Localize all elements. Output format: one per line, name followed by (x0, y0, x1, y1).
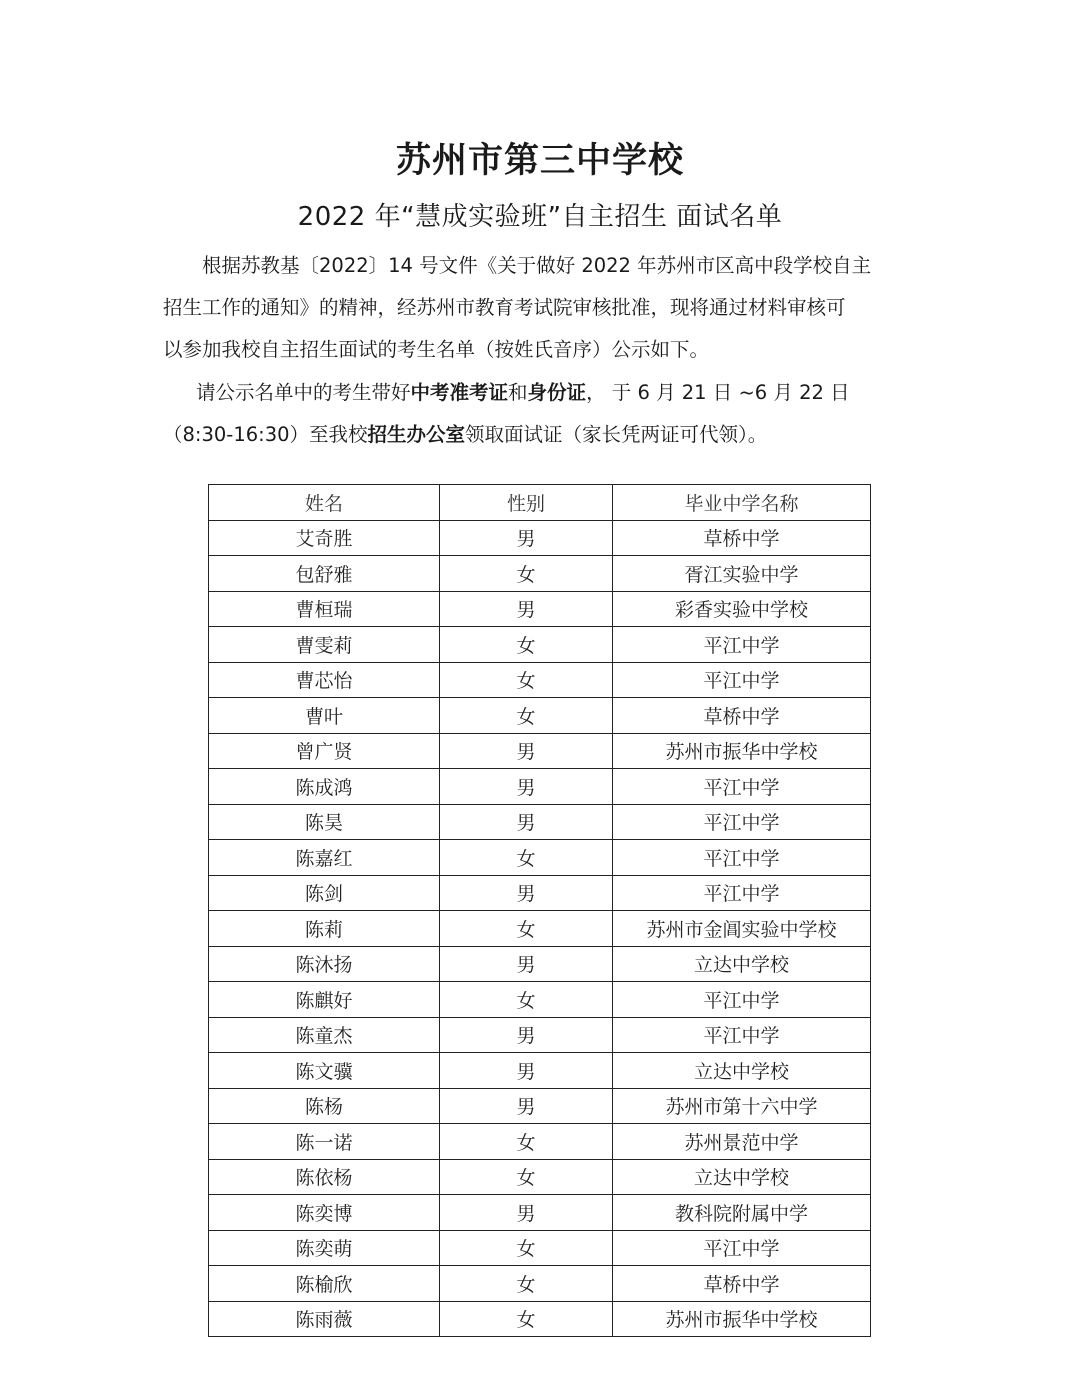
table-row (209, 1017, 871, 1053)
table-row (209, 875, 871, 911)
school-cell: 平江中学 (613, 769, 871, 805)
school-cell: 苏州市振华中学校 (613, 1301, 871, 1337)
table-row (209, 1301, 871, 1337)
instruction-line-2 (163, 414, 923, 456)
student-name-cell: 陈雨薇 (209, 1301, 440, 1337)
student-name-cell: 曾广贤 (209, 733, 440, 769)
student-name-cell: 陈剑 (209, 875, 440, 911)
table-row (209, 556, 871, 592)
exam-ticket-highlight: 中考准考证 (410, 381, 509, 404)
gender-cell: 男 (440, 769, 613, 805)
table-row (209, 946, 871, 982)
table-row (209, 769, 871, 805)
gender-cell: 男 (440, 591, 613, 627)
school-cell: 苏州景范中学 (613, 1124, 871, 1160)
gender-cell: 女 (440, 1230, 613, 1266)
table-body (209, 520, 871, 1337)
intro-line-1: 根据苏教基〔2022〕14 号文件《关于做好 2022 年苏州市区高中段学校自主 (202, 254, 872, 277)
gender-cell: 女 (440, 698, 613, 734)
student-name-cell: 陈文骥 (209, 1053, 440, 1089)
table-row (209, 840, 871, 876)
school-cell: 立达中学校 (613, 1053, 871, 1089)
school-cell: 彩香实验中学校 (613, 591, 871, 627)
student-name-cell: 陈成鸿 (209, 769, 440, 805)
instruction-date-text: ， 于 6 月 21 日 ~6 月 22 日 (586, 381, 850, 404)
school-cell: 草桥中学 (613, 1266, 871, 1302)
student-name-cell: 陈榆欣 (209, 1266, 440, 1302)
student-name-cell: 陈杨 (209, 1088, 440, 1124)
document-subtitle: 2022 年“慧成实验班”自主招生 面试名单 (297, 202, 783, 232)
gender-cell: 女 (440, 1301, 613, 1337)
gender-cell: 男 (440, 733, 613, 769)
school-cell: 平江中学 (613, 662, 871, 698)
id-card-highlight: 身份证 (527, 381, 587, 404)
gender-cell: 男 (440, 804, 613, 840)
table-row (209, 520, 871, 556)
student-name-cell: 陈莉 (209, 911, 440, 947)
gender-cell: 女 (440, 840, 613, 876)
table-row (209, 804, 871, 840)
gender-cell: 男 (440, 1053, 613, 1089)
student-name-cell: 陈一诺 (209, 1124, 440, 1160)
school-cell: 平江中学 (613, 875, 871, 911)
school-cell: 平江中学 (613, 982, 871, 1018)
school-cell: 平江中学 (613, 1230, 871, 1266)
intro-paragraph (163, 245, 923, 371)
gender-cell: 女 (440, 1124, 613, 1160)
instruction-paragraph (163, 372, 923, 456)
school-cell: 平江中学 (613, 804, 871, 840)
table-row (209, 1195, 871, 1231)
student-name-cell: 曹雯莉 (209, 627, 440, 663)
table-row (209, 1124, 871, 1160)
header-gender: 性别 (440, 485, 613, 521)
header-name: 姓名 (209, 485, 440, 521)
gender-cell: 男 (440, 1195, 613, 1231)
gender-cell: 男 (440, 1088, 613, 1124)
table-row (209, 591, 871, 627)
school-cell: 苏州市金阊实验中学校 (613, 911, 871, 947)
document-title: 苏州市第三中学校 (395, 141, 684, 181)
instruction-line-1 (163, 372, 923, 414)
gender-cell: 男 (440, 946, 613, 982)
gender-cell: 男 (440, 520, 613, 556)
student-name-cell: 陈沐扬 (209, 946, 440, 982)
table-row (209, 1266, 871, 1302)
student-name-cell: 陈嘉红 (209, 840, 440, 876)
school-cell: 草桥中学 (613, 698, 871, 734)
table-row (209, 982, 871, 1018)
school-cell: 平江中学 (613, 840, 871, 876)
instruction-text: 请公示名单中的考生带好 (196, 381, 411, 404)
gender-cell: 男 (440, 875, 613, 911)
student-name-cell: 陈奕萌 (209, 1230, 440, 1266)
student-name-cell: 陈童杰 (209, 1017, 440, 1053)
school-cell: 平江中学 (613, 627, 871, 663)
school-cell: 苏州市振华中学校 (613, 733, 871, 769)
school-cell: 胥江实验中学 (613, 556, 871, 592)
school-cell: 立达中学校 (613, 946, 871, 982)
interview-list-table (208, 484, 871, 1337)
instruction-text: 和 (508, 381, 528, 404)
student-name-cell: 陈昊 (209, 804, 440, 840)
table-header-row (209, 485, 871, 521)
gender-cell: 女 (440, 982, 613, 1018)
school-cell: 立达中学校 (613, 1159, 871, 1195)
instruction-text: 领取面试证（家长凭两证可代领）。 (465, 423, 768, 446)
school-cell: 草桥中学 (613, 520, 871, 556)
table-row (209, 698, 871, 734)
student-name-cell: 曹叶 (209, 698, 440, 734)
student-name-cell: 曹桓瑞 (209, 591, 440, 627)
header-school: 毕业中学名称 (613, 485, 871, 521)
intro-line-2: 招生工作的通知》的精神，经苏州市教育考试院审核批准，现将通过材料审核可 (163, 296, 846, 319)
student-name-cell: 曹芯怡 (209, 662, 440, 698)
table-row (209, 1053, 871, 1089)
table-row (209, 662, 871, 698)
school-cell: 苏州市第十六中学 (613, 1088, 871, 1124)
table-row (209, 911, 871, 947)
gender-cell: 女 (440, 556, 613, 592)
student-name-cell: 陈奕博 (209, 1195, 440, 1231)
student-name-cell: 陈依杨 (209, 1159, 440, 1195)
school-cell: 平江中学 (613, 1017, 871, 1053)
table-row (209, 627, 871, 663)
gender-cell: 女 (440, 1159, 613, 1195)
student-name-cell: 艾奇胜 (209, 520, 440, 556)
student-name-cell: 包舒雅 (209, 556, 440, 592)
gender-cell: 女 (440, 911, 613, 947)
gender-cell: 女 (440, 1266, 613, 1302)
table-row (209, 733, 871, 769)
gender-cell: 男 (440, 1017, 613, 1053)
table-row (209, 1088, 871, 1124)
school-cell: 教科院附属中学 (613, 1195, 871, 1231)
admissions-office-highlight: 招生办公室 (367, 423, 466, 446)
table-row (209, 1159, 871, 1195)
table-row (209, 1230, 871, 1266)
gender-cell: 女 (440, 627, 613, 663)
gender-cell: 女 (440, 662, 613, 698)
intro-line-3: 以参加我校自主招生面试的考生名单（按姓氏音序）公示如下。 (163, 338, 710, 361)
instruction-time-text: （8:30-16:30）至我校 (163, 423, 368, 446)
student-name-cell: 陈麒好 (209, 982, 440, 1018)
